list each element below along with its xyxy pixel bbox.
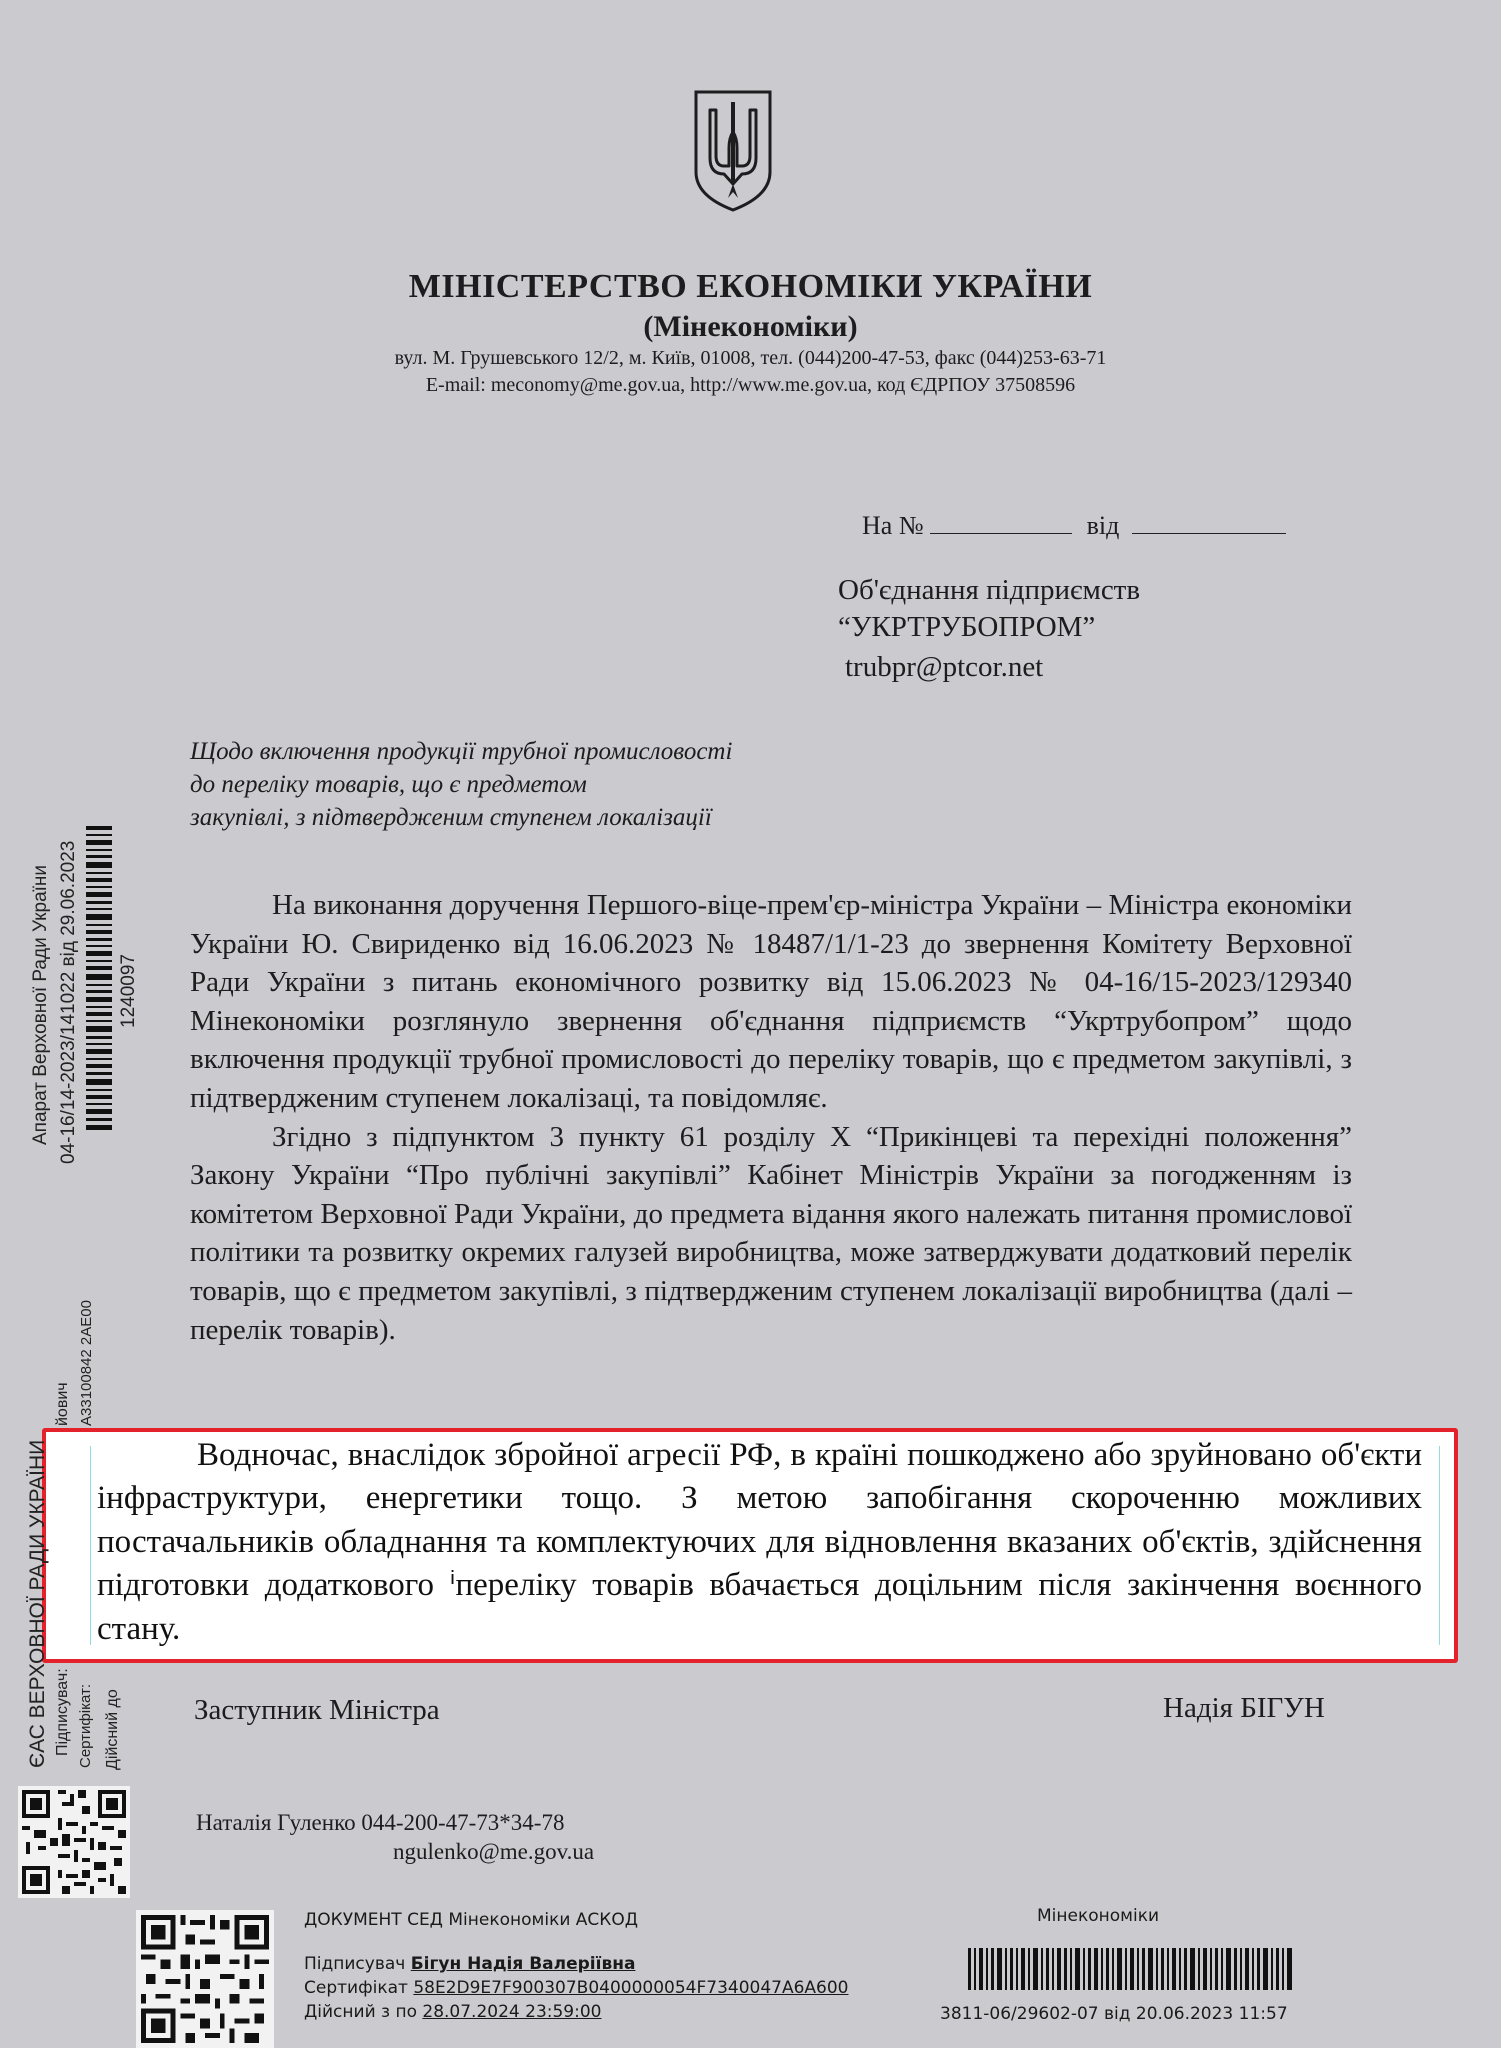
stamp-cert-row — [304, 1978, 849, 1998]
left-stamp-signer-label: Підписувач: — [54, 1668, 71, 1756]
ministry-name: МІНІСТЕРСТВО ЕКОНОМІКИ УКРАЇНИ — [408, 268, 1093, 305]
executor-line: Наталія Гуленко 044-200-47-73*34-78 — [196, 1810, 565, 1835]
left-stamp-title: ЄАС ВЕРХОВНОЇ РАДИ УКРАЇНИ — [26, 1439, 49, 1768]
recipient-email: trubpr@ptcor.net — [845, 651, 1044, 683]
reference-line — [862, 507, 1286, 541]
registration-line-1: Апарат Верховної Ради України — [30, 864, 51, 1145]
reference-date-blank — [1132, 507, 1286, 534]
registration-line-2: 04-16/14-2023/141022 від 29.06.2023 — [58, 840, 79, 1164]
body-paragraphs — [190, 886, 1352, 1349]
reference-number-blank — [930, 507, 1072, 534]
stamp-reg: 3811-06/29602-07 від 20.06.2023 11:57 — [940, 2004, 1288, 2024]
contacts-line: E-mail: meconomy@me.gov.ua, http://www.me.gov.ua, код ЄДРПОУ 37508596 — [425, 374, 1076, 396]
body-paragraph-1: На виконання доручення Першого-віце-прем'єр-міністра України – Міністра економіки України Ю. Свириденко від 16.06.2023 № 18487/1/1-23 до звернення Комітету Верховної Ради України з питань економічного розвитку від 15.06.2023 № 04-16/15-2023/129340 Мінекономіки розглянуло звернення об'єднання підприємств “Укртрубопром” щодо включення продукції трубної промисловості до переліку товарів, що є предметом закупівлі, з підтвердженим ступенем локалізаці, та повідомляє. — [190, 889, 1352, 1114]
vid-label: від — [1086, 511, 1120, 540]
body-paragraph-2: Згідно з підпунктом 3 пункту 61 розділу X “Прикінцеві та перехідні положення” Закону України “Про публічні закупівлі” Кабінет Міністрів України за погодженням із комітетом Верховної Ради України, до предмета відання якого належать питання промислової політики та розвитку окремих галузей виробництва, може затверджувати додатковий перелік товарів, що є предметом закупівлі, з підтвердженим ступенем локалізації виробництва (далі – перелік товарів). — [190, 1120, 1352, 1346]
stamp-signer-label: Підписувач — [304, 1954, 406, 1974]
stamp-signer: Бігун Надія Валеріївна — [410, 1954, 636, 1974]
stamp-valid: 28.07.2024 23:59:00 — [422, 2002, 602, 2022]
highlighted-paragraph — [97, 1434, 1422, 1651]
guide-line-right — [1439, 1446, 1440, 1645]
stamp-cert: 58E2D9E7F900307B0400000054F7340047A6A600 — [413, 1978, 849, 1998]
guide-line-left — [90, 1446, 91, 1645]
stamp-cert-label: Сертифікат — [304, 1978, 408, 1998]
na-label: На № — [862, 511, 924, 540]
subject-line-3: закупівлі, з підтвердженим ступенем локалізації — [190, 804, 712, 831]
left-stamp-valid-label: Дійсний до — [104, 1689, 121, 1770]
highlighted-paragraph-box — [42, 1428, 1458, 1663]
stamp-valid-label: Дійсний з по — [304, 2002, 417, 2022]
ministry-abbr: (Мінекономіки) — [643, 310, 858, 343]
signature-position: Заступник Міністра — [194, 1694, 440, 1726]
stamp-signer-row — [304, 1954, 635, 1974]
left-stamp-cert-fragment: A33100842 2AE00 — [78, 1300, 95, 1426]
stamp-title: ДОКУМЕНТ СЕД Мінекономіки АСКОД — [304, 1910, 639, 1930]
stamp-barcode-icon — [968, 1948, 1292, 1990]
left-stamp-name-fragment: йович — [54, 1382, 71, 1426]
recipient-line-1: Об'єднання підприємств — [838, 574, 1141, 606]
body-paragraph-3: Водночас, внаслідок збройної агресії РФ, в країні пошкоджено або зруйновано об'єкти інфраструктури, енергетики тощо. З метою запобігання скороченню можливих постачальників обладнання та комплектуючих для відновлення вказаних об'єктів, здійснення підготовки додаткового ⁱпереліку товарів вбачається доцільним після закінчення воєнного стану. — [97, 1437, 1422, 1647]
stamp-org: Мінекономіки — [1037, 1906, 1160, 1926]
address-line: вул. М. Грушевського 12/2, м. Київ, 01008, тел. (044)200-47-53, факс (044)253-63-71 — [394, 347, 1107, 369]
subject-line-1: Щодо включення продукції трубної промисловості — [190, 738, 733, 765]
subject-line-2: до переліку товарів, що є предметом — [190, 771, 587, 798]
executor-email: ngulenko@me.gov.ua — [393, 1839, 595, 1864]
stamp-valid-row — [304, 2002, 601, 2022]
stamp-qr-code-icon — [136, 1910, 274, 2048]
registration-number: 1240097 — [118, 954, 139, 1028]
registration-barcode-icon — [86, 826, 112, 1130]
signature-name: Надія БІГУН — [1163, 1692, 1325, 1724]
left-stamp-cert-label: Сертифікат: — [77, 1683, 94, 1768]
trident-emblem-icon — [690, 88, 776, 214]
left-qr-code-icon — [18, 1786, 130, 1898]
recipient-line-2: “УКРТРУБОПРОМ” — [838, 611, 1096, 643]
